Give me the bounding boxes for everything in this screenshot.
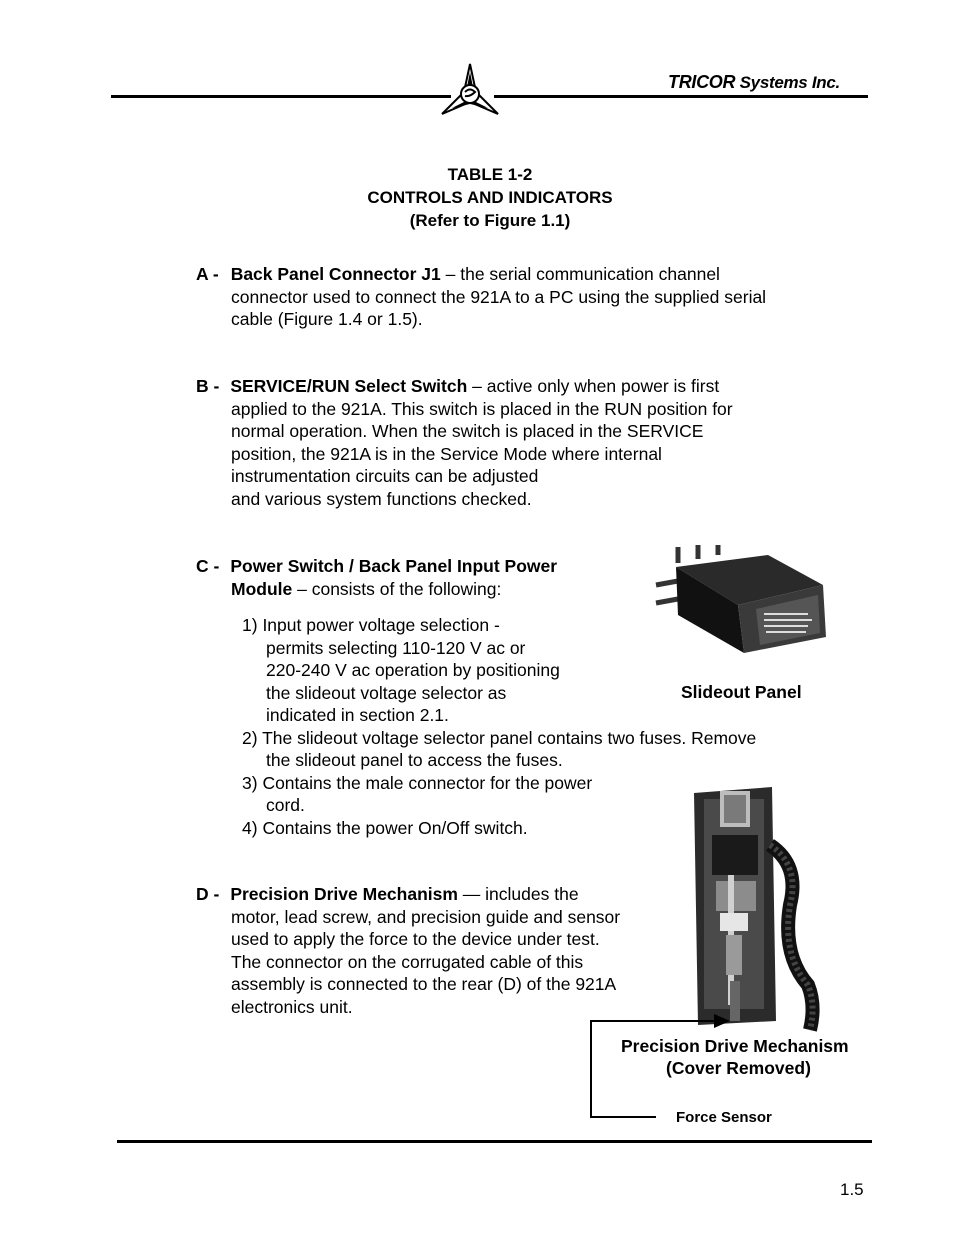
item-d-text: electronics unit. xyxy=(231,996,353,1017)
item-b-text: normal operation. When the switch is placed in the SERVICE xyxy=(231,421,704,441)
footer-rule xyxy=(117,1140,872,1143)
header-rule-right xyxy=(494,95,868,98)
sub-item-text: indicated in section 2.1. xyxy=(266,705,449,725)
mechanism-caption-sub: (Cover Removed) xyxy=(666,1058,811,1078)
item-d-letter: D - xyxy=(196,884,220,904)
sub-item-text: the slideout panel to access the fuses. xyxy=(266,750,563,770)
sub-item-text: The slideout voltage selector panel contains two fuses. Remove xyxy=(262,727,757,748)
item-a-text: connector used to connect the 921A to a PC using the supplied serial xyxy=(231,286,767,307)
item-a-text: – the serial communication channel xyxy=(440,264,720,284)
item-a-text: cable (Figure 1.4 or 1.5). xyxy=(231,309,423,329)
force-sensor-label: Force Sensor xyxy=(676,1109,772,1126)
sub-item-text: cord. xyxy=(266,795,305,815)
item-c-letter: C - xyxy=(196,556,220,576)
item-a-letter: A - xyxy=(196,264,219,284)
tsi-logo-icon xyxy=(440,62,500,120)
item-b-text: and various system functions checked. xyxy=(231,488,532,509)
table-reference: (Refer to Figure 1.1) xyxy=(409,211,571,230)
slideout-panel-caption: Slideout Panel xyxy=(681,682,802,702)
callout-arrow-icon xyxy=(714,1014,730,1028)
item-d-text: — includes the xyxy=(457,884,579,904)
item-c-heading: Power Switch / Back Panel Input Power xyxy=(230,556,558,576)
item-b-letter: B - xyxy=(196,376,220,396)
callout-line-bottom xyxy=(590,1116,656,1118)
sub-item-text: 220-240 V ac operation by positioning xyxy=(266,660,560,680)
drive-mechanism-photo xyxy=(690,785,822,1033)
item-b xyxy=(196,375,733,510)
item-d-heading: Precision Drive Mechanism xyxy=(230,884,458,904)
item-c xyxy=(196,555,557,600)
page-number: 1.5 xyxy=(840,1180,864,1199)
sub-item-text: Input power voltage selection - xyxy=(262,615,500,635)
sub-item-number: 3) xyxy=(242,772,258,793)
mechanism-caption: Precision Drive Mechanism xyxy=(621,1036,849,1056)
table-title: CONTROLS AND INDICATORS xyxy=(367,188,613,207)
item-c-heading: Module xyxy=(231,578,293,599)
item-a xyxy=(196,263,766,331)
sub-item-text: Contains the male connector for the power xyxy=(262,772,593,793)
item-d-text: assembly is connected to the rear (D) of the 921A xyxy=(231,974,617,994)
item-d-text: The connector on the corrugated cable of this xyxy=(231,951,584,972)
sub-item-text: permits selecting 110-120 V ac or xyxy=(266,637,526,658)
item-b-text: – active only when power is first xyxy=(467,376,720,396)
callout-line-top xyxy=(590,1020,718,1022)
item-b-text: applied to the 921A. This switch is placed in the RUN position for xyxy=(231,398,733,419)
sub-item-text: Contains the power On/Off switch. xyxy=(262,817,528,838)
item-b-text: position, the 921A is in the Service Mode where internal xyxy=(231,443,662,464)
item-d-text: motor, lead screw, and precision guide and sensor xyxy=(231,906,621,927)
slideout-panel-photo xyxy=(648,545,828,670)
brand-name: TRICOR Systems Inc. xyxy=(668,72,840,92)
item-d xyxy=(196,883,620,1018)
table-number: TABLE 1-2 xyxy=(447,165,533,184)
item-b-text: instrumentation circuits can be adjusted xyxy=(231,466,539,486)
sub-item-number: 4) xyxy=(242,817,258,838)
item-c-text: – consists of the following: xyxy=(292,578,502,599)
sub-item-number: 1) xyxy=(242,615,258,635)
sub-item-number: 2) xyxy=(242,727,258,748)
header-rule-left xyxy=(111,95,451,98)
item-d-text: used to apply the force to the device under test. xyxy=(231,929,600,949)
callout-line-vertical xyxy=(590,1020,592,1118)
item-b-heading: SERVICE/RUN Select Switch xyxy=(230,376,468,396)
item-a-heading: Back Panel Connector J1 xyxy=(230,264,441,284)
sub-item-text: the slideout voltage selector as xyxy=(266,682,507,703)
